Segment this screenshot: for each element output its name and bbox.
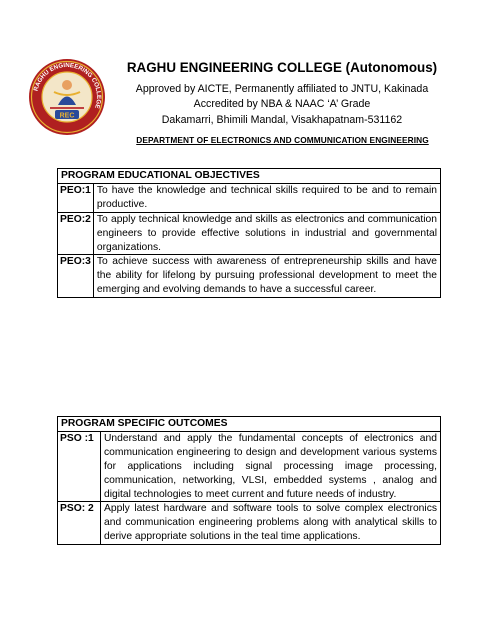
address-line: Dakamarri, Bhimili Mandal, Visakhapatnam-531162: [161, 114, 403, 126]
accreditation-line: Accredited by NBA & NAAC ‘A’ Grade: [193, 98, 371, 110]
department-title: DEPARTMENT OF ELECTRONICS AND COMMUNICATION ENGINEERING: [136, 135, 429, 145]
peo-key: PEO:2: [58, 212, 94, 255]
peo-row: [58, 212, 441, 255]
peo-text: To achieve success with awareness of entrepreneurship skills and have the ability for lifelong by pursuing professional development to meet the emerging and evolving demands to have a successful career.: [93, 255, 440, 298]
pso-row: [58, 502, 441, 545]
pso-key: PSO: 2: [58, 502, 101, 545]
pso-table-header: [58, 417, 441, 432]
peo-text: To have the knowledge and technical skills required to be and to remain productive.: [93, 183, 440, 212]
seal-inner-text: REC: [59, 112, 75, 120]
peo-text: To apply technical knowledge and skills as electronics and communication engineers to provide effective solutions in industrial and governmental organizations.: [93, 212, 440, 255]
college-name: RAGHU ENGINEERING COLLEGE (Autonomous): [126, 60, 438, 75]
pso-key: PSO :1: [58, 431, 101, 502]
peo-key: PEO:3: [58, 255, 94, 298]
approval-line: Approved by AICTE, Permanently affiliated to JNTU, Kakinada: [135, 83, 429, 95]
seal-ring-text: RAGHU ENGINEERING COLLEGE: [32, 61, 103, 110]
pso-text: Understand and apply the fundamental concepts of electronics and communication engineering to design and development various systems for applications including signal processing image processing, communication, networking, VLSI, embedded systems , analog and digital technologies to meet current and future needs of industry.: [101, 431, 441, 502]
college-seal-icon: [28, 58, 106, 136]
peo-row: [58, 255, 441, 298]
peo-row: [58, 183, 441, 212]
pso-row: [58, 431, 441, 502]
peo-key: PEO:1: [58, 183, 94, 212]
peo-table-header: [58, 169, 441, 184]
pso-text: Apply latest hardware and software tools to solve complex electronics and communication engineering problems along with analytical skills to derive appropriate solutions in the teal time applications.: [101, 502, 441, 545]
peo-title: PROGRAM EDUCATIONAL OBJECTIVES: [58, 169, 441, 184]
pso-title: PROGRAM SPECIFIC OUTCOMES: [58, 417, 441, 432]
pso-table: [57, 416, 441, 545]
peo-table: [57, 168, 441, 298]
